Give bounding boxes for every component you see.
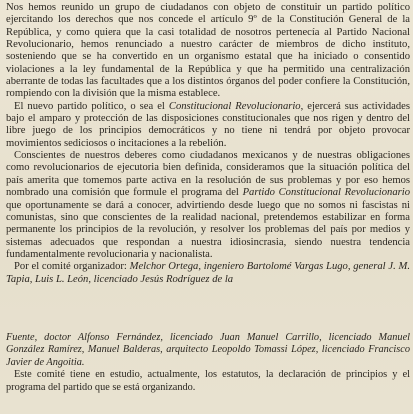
paragraph-duties-rest: que oportunamente se dará a conocer, advirtiendo desde luego que no somos ni fascistas ni comunistas, sino que conscientes de la realidad nacional, pretendemos estabilizar en forma permanente los principios de la revolución, y resolver los problemas del país por medios y sistemas adecuados que respondan a nuestra idiosincrasia, siendo nuestra tendencia fundamentalmente revolucionaria y nacionalista. <box>6 199 410 260</box>
committee-note: Este comité tiene en estudio, actualmente, los estatutos, la declaración de principios y el programa del partido que se está organizando. <box>6 369 410 393</box>
paragraph-new-party-lead: El nuevo partido político, o sea el <box>14 100 169 112</box>
signatory-names: Melchor Ortega, ingeniero Bartolomé Vargas Lugo, general J. M. Tapia, Luis L. León, licenciado Jesús Rodríguez de la <box>6 261 410 285</box>
manifesto-text <box>6 2 410 286</box>
signature-line <box>6 261 410 286</box>
signatory-names-continued: Fuente, doctor Alfonso Fernández, licenciado Juan Manuel Carrillo, licenciado Manuel González Ramírez, Manuel Balderas, arquitecto Leopoldo Tomassi López, licenciado Francisco Javier de Angoitia. <box>6 332 410 368</box>
party-full-name: Partido Constitucional Revolucionario <box>242 187 410 199</box>
paragraph-founding: Nos hemos reunido un grupo de ciudadanos con objeto de constituir un partido político ejercitando los derechos que nos concede el artículo 9º de la Constitución General de la República, y como quiera que la casi totalidad de nosotros pertenecía al Partido Nacional Revolucionario, hemos renunciado a nuestro carácter de miembros de dicho instituto, sosteniendo que se ha convertido en un organismo estatal que ha iniciado o consentido violaciones a la ley fundamental de la República y que ha permitido una centralización aberrante de todas las facultades que a los distintos órganos del poder confiere la Constitución, rompiendo con la división que la misma establece. <box>6 2 410 100</box>
signature-lead: Por el comité organizador: <box>14 261 130 273</box>
party-name: Constitucional Revolucionario <box>168 100 301 112</box>
paragraph-duties <box>6 150 410 261</box>
paragraph-new-party-rest: , ejercerá sus actividades bajo el amparo y protección de las disposiciones constitucionales que nos rigen y dentro del libre juego de los principios democráticos y no tiene ni tendrá por objeto provocar movimientos sediciosos o incitaciones a la rebelión. <box>6 100 410 149</box>
continuation-text <box>6 332 410 394</box>
paragraph-new-party <box>6 101 410 150</box>
paragraph-duties-lead: Conscientes de nuestros deberes como ciudadanos mexicanos y de nuestras obligaciones como revolucionarios de ejecutoria bien definida, consideramos que la situación política del país amerita que tomemos parte activa en la resolución de sus problemas y por eso hemos nombrado una comisión que formule el programa del <box>6 150 410 199</box>
